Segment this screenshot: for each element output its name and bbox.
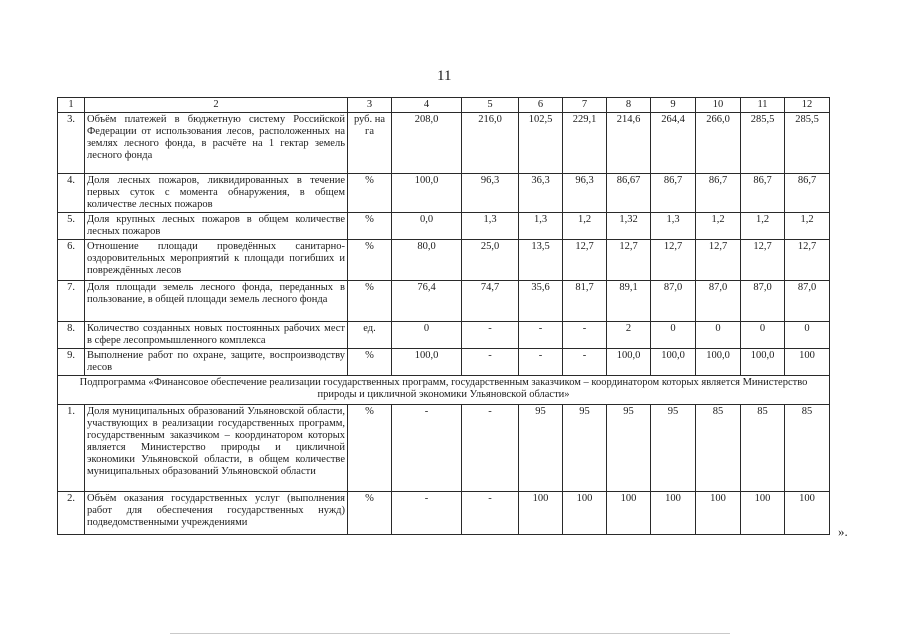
value-cell: 86,67 bbox=[607, 174, 651, 213]
value-cell: 36,3 bbox=[519, 174, 563, 213]
value-cell: 86,7 bbox=[741, 174, 785, 213]
value-cell: 96,3 bbox=[462, 174, 519, 213]
value-cell: - bbox=[462, 405, 519, 492]
column-number: 12 bbox=[785, 98, 830, 113]
column-number: 7 bbox=[563, 98, 607, 113]
indicator-name: Доля крупных лесных пожаров в общем количестве лесных пожаров bbox=[85, 213, 348, 240]
indicator-name: Количество созданных новых постоянных рабочих мест в сфере лесопромышленного комплекса bbox=[85, 322, 348, 349]
value-cell: 1,2 bbox=[696, 213, 741, 240]
value-cell: 96,3 bbox=[563, 174, 607, 213]
value-cell: 214,6 bbox=[607, 113, 651, 174]
row-number: 7. bbox=[58, 281, 85, 322]
value-cell: 85 bbox=[785, 405, 830, 492]
value-cell: 0,0 bbox=[392, 213, 462, 240]
value-cell: 100,0 bbox=[392, 349, 462, 376]
row-number: 2. bbox=[58, 492, 85, 535]
row-number: 6. bbox=[58, 240, 85, 281]
value-cell: 85 bbox=[696, 405, 741, 492]
value-cell: 0 bbox=[741, 322, 785, 349]
value-cell: 12,7 bbox=[651, 240, 696, 281]
value-cell: 208,0 bbox=[392, 113, 462, 174]
value-cell: 0 bbox=[696, 322, 741, 349]
value-cell: 13,5 bbox=[519, 240, 563, 281]
value-cell: 12,7 bbox=[785, 240, 830, 281]
value-cell: 85 bbox=[741, 405, 785, 492]
value-cell: 2 bbox=[607, 322, 651, 349]
value-cell: 100,0 bbox=[607, 349, 651, 376]
subprogram-title: Подпрограмма «Финансовое обеспечение реализации государственных программ, государственным заказчиком – координатором которых является Министерство природы и цикличной экономики Ульяновской области» bbox=[58, 376, 830, 405]
column-number: 11 bbox=[741, 98, 785, 113]
value-cell: 100 bbox=[651, 492, 696, 535]
unit: % bbox=[348, 405, 392, 492]
value-cell: 86,7 bbox=[651, 174, 696, 213]
page-number: 11 bbox=[437, 68, 452, 84]
column-number: 6 bbox=[519, 98, 563, 113]
row-number: 9. bbox=[58, 349, 85, 376]
value-cell: 264,4 bbox=[651, 113, 696, 174]
unit: руб. на га bbox=[348, 113, 392, 174]
table-row bbox=[58, 240, 830, 281]
table-row bbox=[58, 492, 830, 535]
value-cell: 1,2 bbox=[785, 213, 830, 240]
unit: % bbox=[348, 174, 392, 213]
table-row bbox=[58, 322, 830, 349]
closing-quote: ». bbox=[838, 524, 848, 539]
value-cell: 100 bbox=[696, 492, 741, 535]
value-cell: 87,0 bbox=[651, 281, 696, 322]
value-cell: 95 bbox=[519, 405, 563, 492]
value-cell: 1,3 bbox=[651, 213, 696, 240]
value-cell: 87,0 bbox=[741, 281, 785, 322]
value-cell: - bbox=[563, 322, 607, 349]
table-row bbox=[58, 213, 830, 240]
indicator-table bbox=[57, 97, 830, 535]
indicator-name: Объём платежей в бюджетную систему Российской Федерации от использования лесов, расположенных на землях лесного фонда, в расчёте на 1 гектар земель лесного фонда bbox=[85, 113, 348, 174]
value-cell: - bbox=[462, 492, 519, 535]
value-cell: 100 bbox=[519, 492, 563, 535]
value-cell: 35,6 bbox=[519, 281, 563, 322]
value-cell: - bbox=[519, 322, 563, 349]
value-cell: 87,0 bbox=[696, 281, 741, 322]
value-cell: 229,1 bbox=[563, 113, 607, 174]
value-cell: 25,0 bbox=[462, 240, 519, 281]
column-number: 9 bbox=[651, 98, 696, 113]
row-number: 8. bbox=[58, 322, 85, 349]
value-cell: 0 bbox=[651, 322, 696, 349]
value-cell: 76,4 bbox=[392, 281, 462, 322]
row-number: 4. bbox=[58, 174, 85, 213]
value-cell: 1,2 bbox=[563, 213, 607, 240]
value-cell: 95 bbox=[563, 405, 607, 492]
column-number: 8 bbox=[607, 98, 651, 113]
unit: % bbox=[348, 281, 392, 322]
value-cell: 100 bbox=[607, 492, 651, 535]
value-cell: 12,7 bbox=[607, 240, 651, 281]
value-cell: - bbox=[392, 492, 462, 535]
value-cell: 89,1 bbox=[607, 281, 651, 322]
table-row bbox=[58, 281, 830, 322]
value-cell: 12,7 bbox=[741, 240, 785, 281]
value-cell: 100 bbox=[741, 492, 785, 535]
value-cell: 100,0 bbox=[651, 349, 696, 376]
value-cell: 1,2 bbox=[741, 213, 785, 240]
value-cell: 285,5 bbox=[741, 113, 785, 174]
value-cell: 216,0 bbox=[462, 113, 519, 174]
value-cell: 1,32 bbox=[607, 213, 651, 240]
value-cell: 100,0 bbox=[392, 174, 462, 213]
table-row bbox=[58, 113, 830, 174]
value-cell: 95 bbox=[651, 405, 696, 492]
scan-artifact bbox=[170, 633, 730, 634]
column-number: 3 bbox=[348, 98, 392, 113]
value-cell: 80,0 bbox=[392, 240, 462, 281]
indicator-name: Выполнение работ по охране, защите, воспроизводству лесов bbox=[85, 349, 348, 376]
row-number: 3. bbox=[58, 113, 85, 174]
value-cell: 87,0 bbox=[785, 281, 830, 322]
value-cell: - bbox=[519, 349, 563, 376]
value-cell: - bbox=[392, 405, 462, 492]
value-cell: 0 bbox=[392, 322, 462, 349]
row-number: 5. bbox=[58, 213, 85, 240]
value-cell: 12,7 bbox=[563, 240, 607, 281]
value-cell: 266,0 bbox=[696, 113, 741, 174]
value-cell: 100 bbox=[785, 492, 830, 535]
indicator-name: Доля муниципальных образований Ульяновской области, участвующих в реализации государственных программ, государственным заказчиком – координатором которых является Министерство природы и цикличной экономики Ульяновской области, в общем количестве муниципальных образований Ульяновской области bbox=[85, 405, 348, 492]
indicator-name: Доля площади земель лесного фонда, переданных в пользование, в общей площади земель лесного фонда bbox=[85, 281, 348, 322]
value-cell: 81,7 bbox=[563, 281, 607, 322]
unit: ед. bbox=[348, 322, 392, 349]
value-cell: 1,3 bbox=[462, 213, 519, 240]
indicator-name: Отношение площади проведённых санитарно-оздоровительных мероприятий к площади погибших и повреждённых лесов bbox=[85, 240, 348, 281]
value-cell: 95 bbox=[607, 405, 651, 492]
column-number: 5 bbox=[462, 98, 519, 113]
indicator-name: Объём оказания государственных услуг (выполнения работ для обеспечения государственных нужд) подведомственными учреждениями bbox=[85, 492, 348, 535]
value-cell: 100 bbox=[785, 349, 830, 376]
column-number: 4 bbox=[392, 98, 462, 113]
header-row bbox=[58, 98, 830, 113]
value-cell: 86,7 bbox=[785, 174, 830, 213]
row-number: 1. bbox=[58, 405, 85, 492]
value-cell: 102,5 bbox=[519, 113, 563, 174]
column-number: 1 bbox=[58, 98, 85, 113]
value-cell: 86,7 bbox=[696, 174, 741, 213]
value-cell: 100,0 bbox=[696, 349, 741, 376]
value-cell: 100 bbox=[563, 492, 607, 535]
value-cell: 285,5 bbox=[785, 113, 830, 174]
unit: % bbox=[348, 240, 392, 281]
value-cell: 0 bbox=[785, 322, 830, 349]
table-row bbox=[58, 174, 830, 213]
column-number: 2 bbox=[85, 98, 348, 113]
unit: % bbox=[348, 492, 392, 535]
value-cell: - bbox=[462, 322, 519, 349]
subprogram-row bbox=[58, 376, 830, 405]
column-number: 10 bbox=[696, 98, 741, 113]
unit: % bbox=[348, 349, 392, 376]
value-cell: 74,7 bbox=[462, 281, 519, 322]
value-cell: 12,7 bbox=[696, 240, 741, 281]
indicator-name: Доля лесных пожаров, ликвидированных в течение первых суток с момента обнаружения, в общем количестве лесных пожаров bbox=[85, 174, 348, 213]
table-row bbox=[58, 405, 830, 492]
value-cell: 100,0 bbox=[741, 349, 785, 376]
value-cell: 1,3 bbox=[519, 213, 563, 240]
unit: % bbox=[348, 213, 392, 240]
value-cell: - bbox=[563, 349, 607, 376]
table-row bbox=[58, 349, 830, 376]
value-cell: - bbox=[462, 349, 519, 376]
